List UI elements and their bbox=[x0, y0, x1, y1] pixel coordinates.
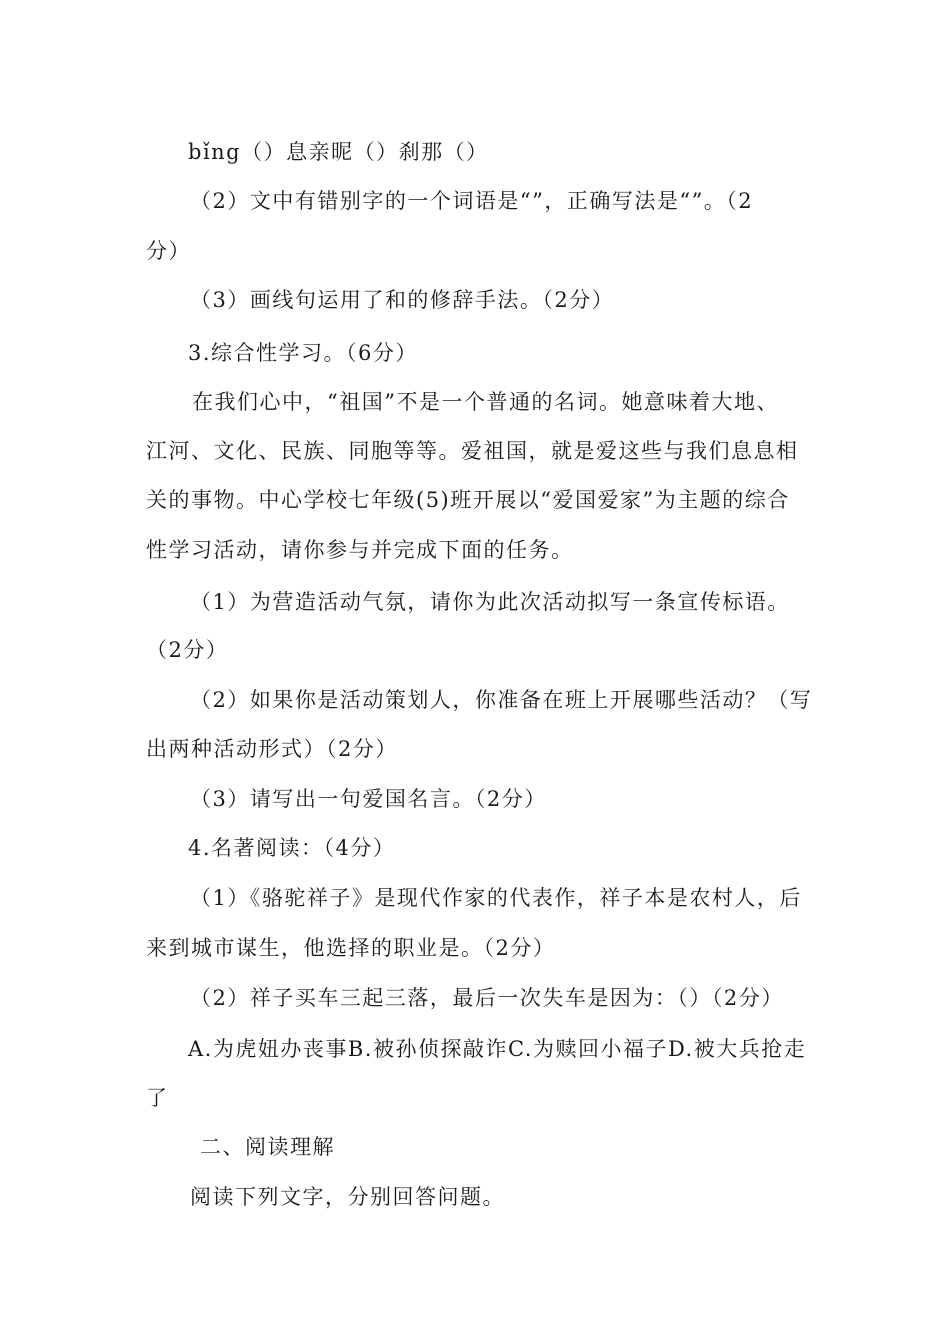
section-4-heading: 4.名著阅读：（4分） bbox=[188, 836, 396, 860]
para-line-1: 在我们心中，“祖国”不是一个普通的名词。她意味着大地、 bbox=[192, 390, 779, 414]
section-3-heading: 3.综合性学习。（6分） bbox=[188, 341, 418, 365]
para-line-3: 关的事物。中心学校七年级(5)班开展以“爱国爱家”为主题的综合 bbox=[146, 488, 790, 512]
q4-1-line: （1）《骆驼祥子》是现代作家的代表作，祥子本是农村人，后 bbox=[190, 886, 802, 910]
line-pinyin-blanks: bǐng（）息亲昵（）刹那（） bbox=[188, 140, 489, 164]
line-q3-rhetoric: （3）画线句运用了和的修辞手法。（2分） bbox=[190, 288, 615, 312]
q4-1-line-cont: 来到城市谋生，他选择的职业是。（2分） bbox=[146, 936, 556, 960]
task-2-plan: （2）如果你是活动策划人，你准备在班上开展哪些活动？（写 bbox=[190, 688, 813, 712]
task-3-quote: （3）请写出一句爱国名言。（2分） bbox=[190, 787, 547, 811]
line-q2-typo: （2）文中有错别字的一个词语是“”，正确写法是“”。（2 bbox=[190, 189, 754, 213]
para-line-4: 性学习活动，请你参与并完成下面的任务。 bbox=[146, 538, 574, 562]
q4-2-options-cont: 了 bbox=[146, 1086, 169, 1110]
para-line-2: 江河、文化、民族、同胞等等。爱祖国，就是爱这些与我们息息相 bbox=[146, 439, 799, 463]
task-2-plan-cont: 出两种活动形式）（2分） bbox=[146, 737, 398, 761]
task-1-slogan: （1）为营造活动气氛，请你为此次活动拟写一条宣传标语。 bbox=[190, 590, 790, 614]
reading-instruction: 阅读下列文字，分别回答问题。 bbox=[190, 1185, 505, 1209]
line-q2-score: 分） bbox=[146, 239, 191, 263]
q4-2-options: A.为虎妞办丧事B.被孙侦探敲诈C.为赎回小福子D.被大兵抢走 bbox=[188, 1037, 807, 1061]
q4-2-line: （2）祥子买车三起三落，最后一次失车是因为：（）（2分） bbox=[190, 986, 784, 1010]
task-1-score: （2分） bbox=[146, 638, 229, 662]
section-reading-heading: 二、阅读理解 bbox=[200, 1135, 335, 1159]
